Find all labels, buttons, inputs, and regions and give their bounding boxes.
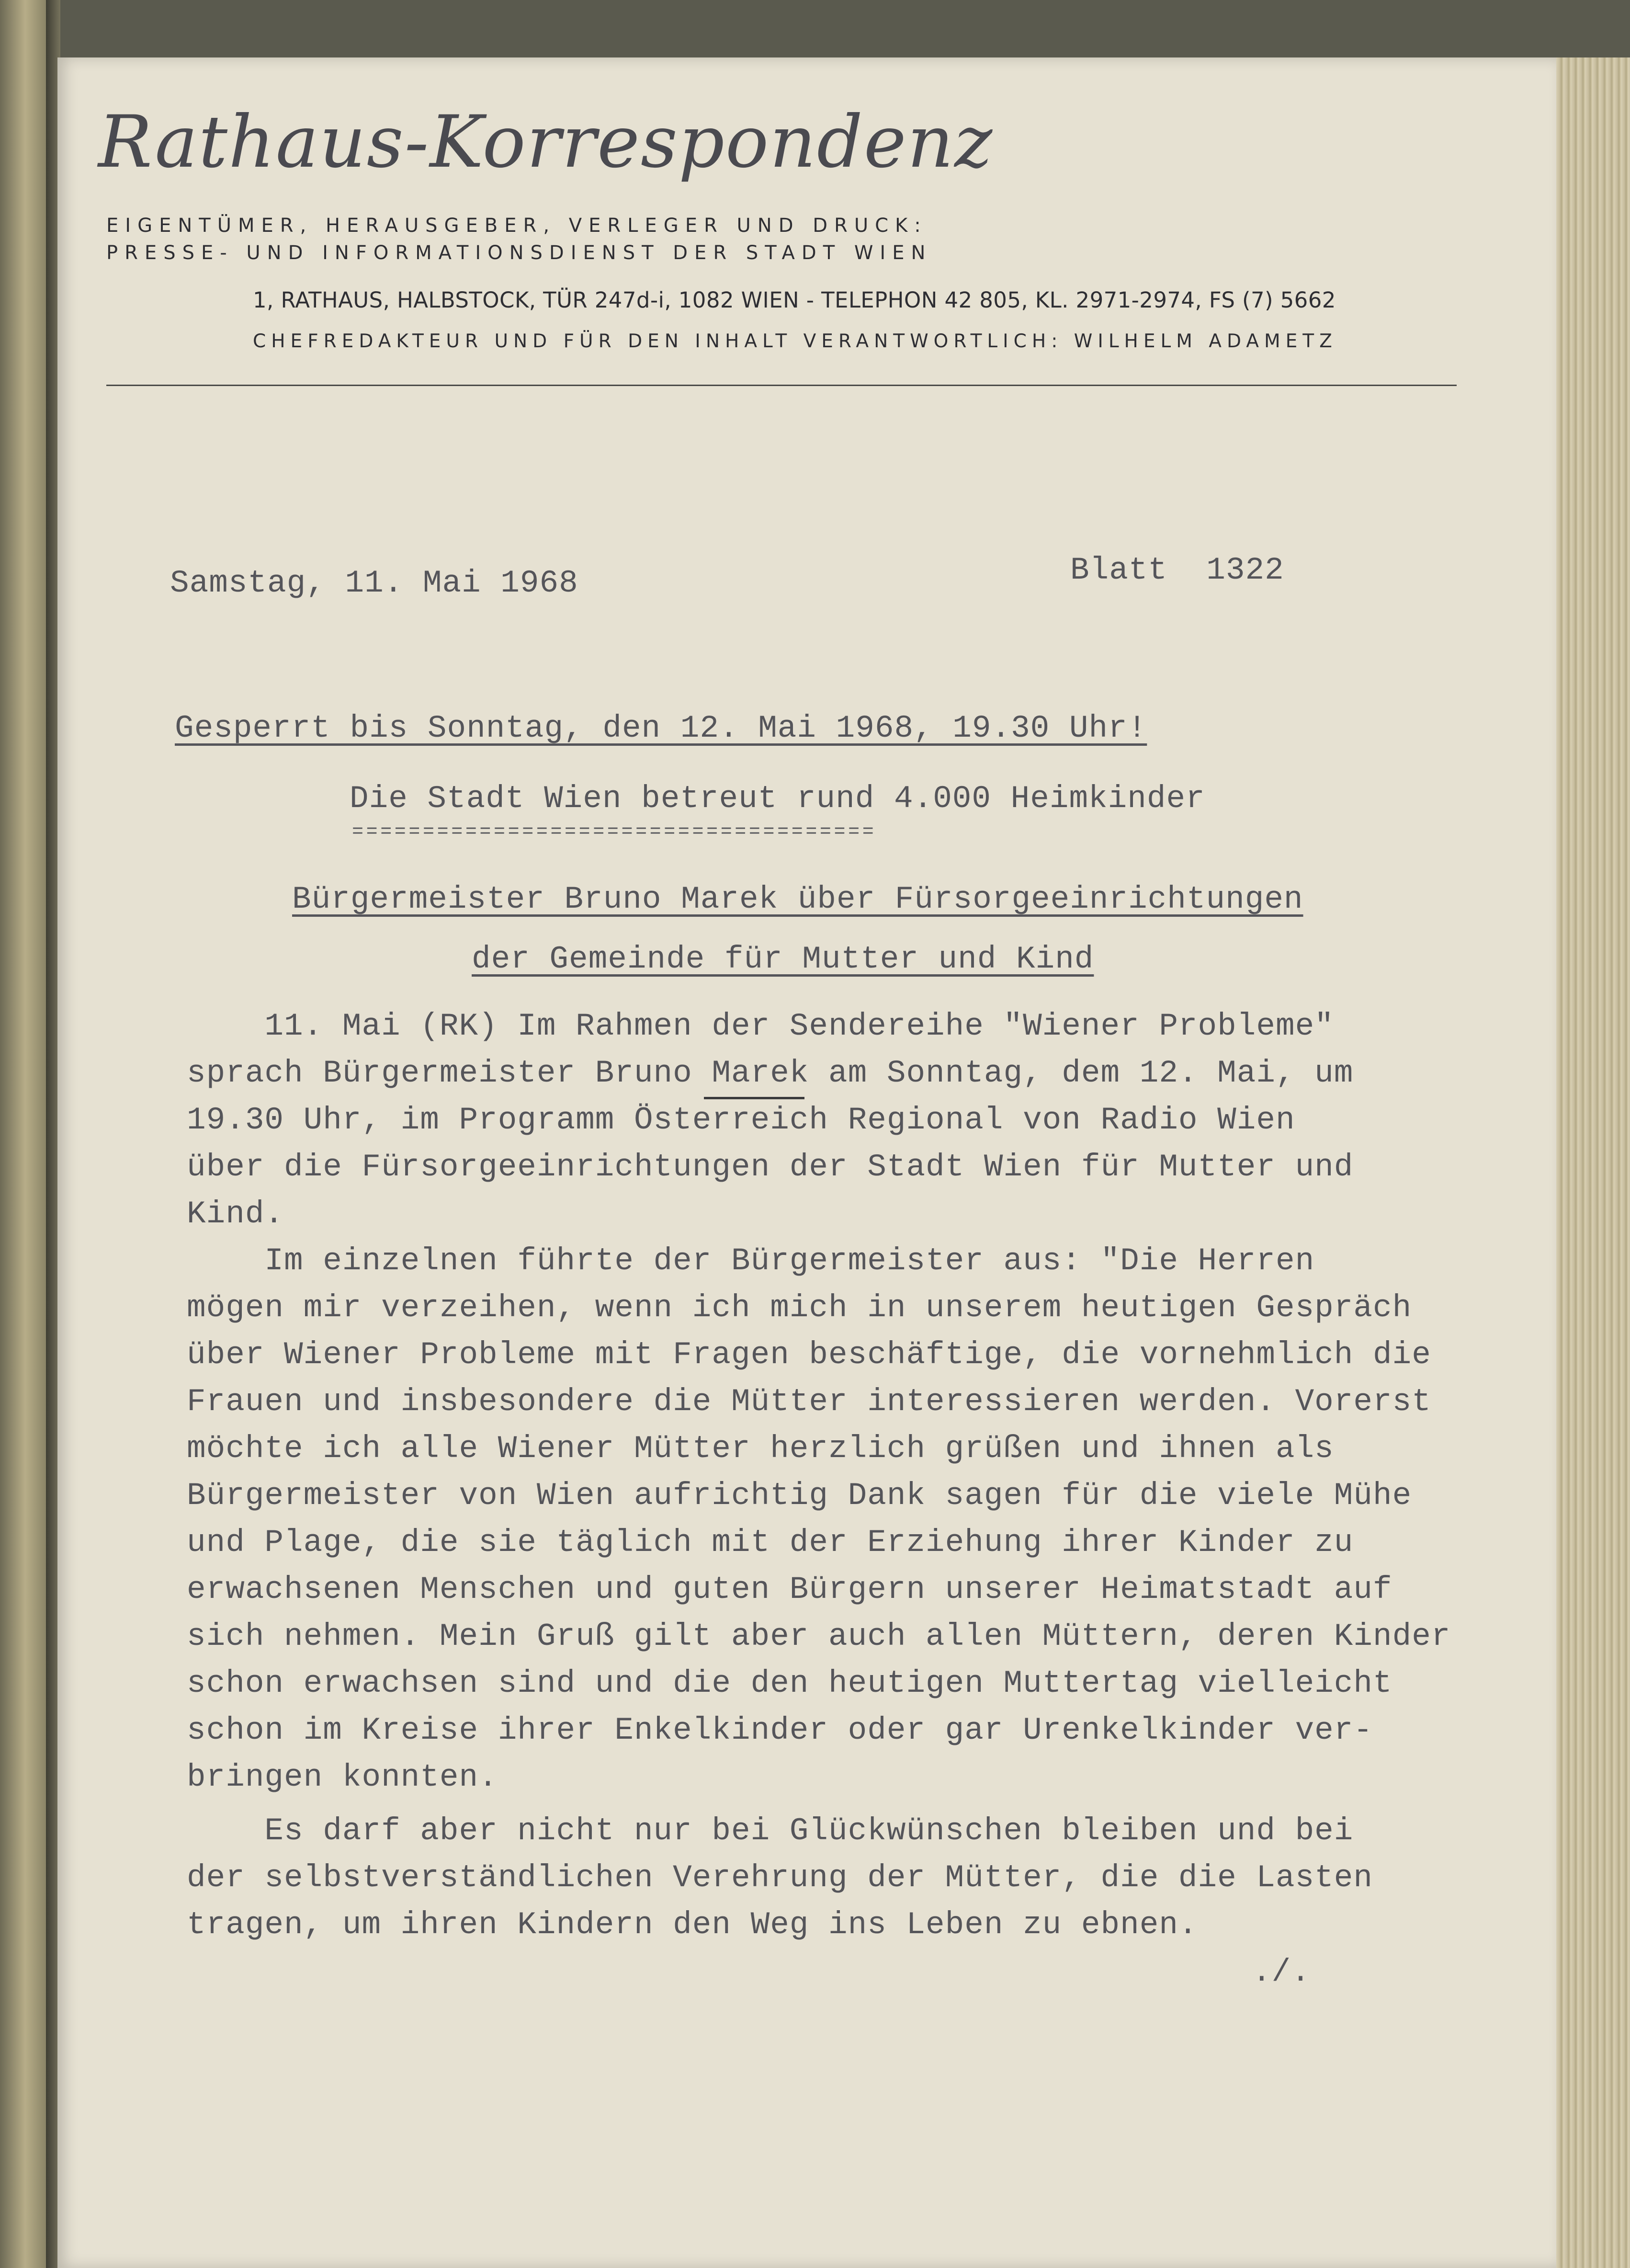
body-line: über Wiener Probleme mit Fragen beschäftige, die vornehmlich die bbox=[187, 1337, 1431, 1373]
masthead-address: 1, RATHAUS, HALBSTOCK, TÜR 247d-i, 1082 WIEN - TELEPHON 42 805, KL. 2971-2974, FS (7) 5662 bbox=[253, 287, 1336, 313]
previous-page-edge bbox=[0, 0, 46, 2268]
body-line: tragen, um ihren Kindern den Weg ins Leben zu ebnen. bbox=[187, 1907, 1198, 1943]
body-line: der selbstverständlichen Verehrung der Mütter, die die Lasten bbox=[187, 1860, 1373, 1896]
masthead-owner-line-2: PRESSE- UND INFORMATIONSDIENST DER STADT WIEN bbox=[106, 242, 932, 264]
masthead-editor: CHEFREDAKTEUR UND FÜR DEN INHALT VERANTWORTLICH: WILHELM ADAMETZ bbox=[253, 331, 1337, 352]
body-line: schon erwachsen sind und die den heutigen Muttertag vielleicht bbox=[187, 1665, 1392, 1701]
headline: Die Stadt Wien betreut rund 4.000 Heimkinder bbox=[350, 781, 1205, 817]
body-line: schon im Kreise ihrer Enkelkinder oder gar Urenkelkinder ver- bbox=[187, 1712, 1373, 1748]
body-line: 11. Mai (RK) Im Rahmen der Sendereihe "Wiener Probleme" bbox=[187, 1008, 1334, 1044]
sheet-number: Blatt 1322 bbox=[1070, 552, 1284, 588]
body-line: sprach Bürgermeister Bruno Marek am Sonntag, dem 12. Mai, um bbox=[187, 1055, 1354, 1091]
subheadline-line-2: der Gemeinde für Mutter und Kind bbox=[472, 941, 1094, 977]
body-line: sich nehmen. Mein Gruß gilt aber auch allen Müttern, deren Kinder bbox=[187, 1618, 1451, 1654]
embargo-notice: Gesperrt bis Sonntag, den 12. Mai 1968, 19.30 Uhr! bbox=[175, 710, 1147, 746]
body-line: erwachsenen Menschen und guten Bürgern unserer Heimatstadt auf bbox=[187, 1572, 1392, 1607]
body-line: möchte ich alle Wiener Mütter herzlich grüßen und ihnen als bbox=[187, 1431, 1334, 1467]
body-line: Im einzelnen führte der Bürgermeister aus: "Die Herren bbox=[187, 1243, 1315, 1279]
body-line: Frauen und insbesondere die Mütter interessieren werden. Vorerst bbox=[187, 1384, 1431, 1420]
body-line: über die Fürsorgeeinrichtungen der Stadt Wien für Mutter und bbox=[187, 1149, 1354, 1185]
masthead-divider bbox=[106, 385, 1457, 386]
subheadline-line-1: Bürgermeister Bruno Marek über Fürsorgeeinrichtungen bbox=[292, 881, 1303, 917]
masthead-owner-line-1: EIGENTÜMER, HERAUSGEBER, VERLEGER UND DRUCK: bbox=[106, 215, 928, 237]
continuation-mark: ./. bbox=[1252, 1954, 1311, 1990]
body-line: Es darf aber nicht nur bei Glückwünschen bleiben und bei bbox=[187, 1813, 1354, 1849]
page-stack-edges bbox=[1556, 57, 1630, 2268]
body-line: 19.30 Uhr, im Programm Österreich Regional von Radio Wien bbox=[187, 1102, 1295, 1138]
body-line: mögen mir verzeihen, wenn ich mich in unserem heutigen Gespräch bbox=[187, 1290, 1412, 1326]
masthead-title: Rathaus-Korrespondenz bbox=[98, 101, 994, 184]
body-line: bringen konnten. bbox=[187, 1759, 498, 1795]
issue-date: Samstag, 11. Mai 1968 bbox=[170, 565, 578, 601]
body-line: Kind. bbox=[187, 1196, 284, 1232]
body-line: Bürgermeister von Wien aufrichtig Dank sagen für die viele Mühe bbox=[187, 1478, 1412, 1514]
headline-double-rule: ===================================== bbox=[352, 821, 877, 843]
name-underline bbox=[704, 1097, 804, 1099]
body-line: und Plage, die sie täglich mit der Erziehung ihrer Kinder zu bbox=[187, 1525, 1354, 1561]
